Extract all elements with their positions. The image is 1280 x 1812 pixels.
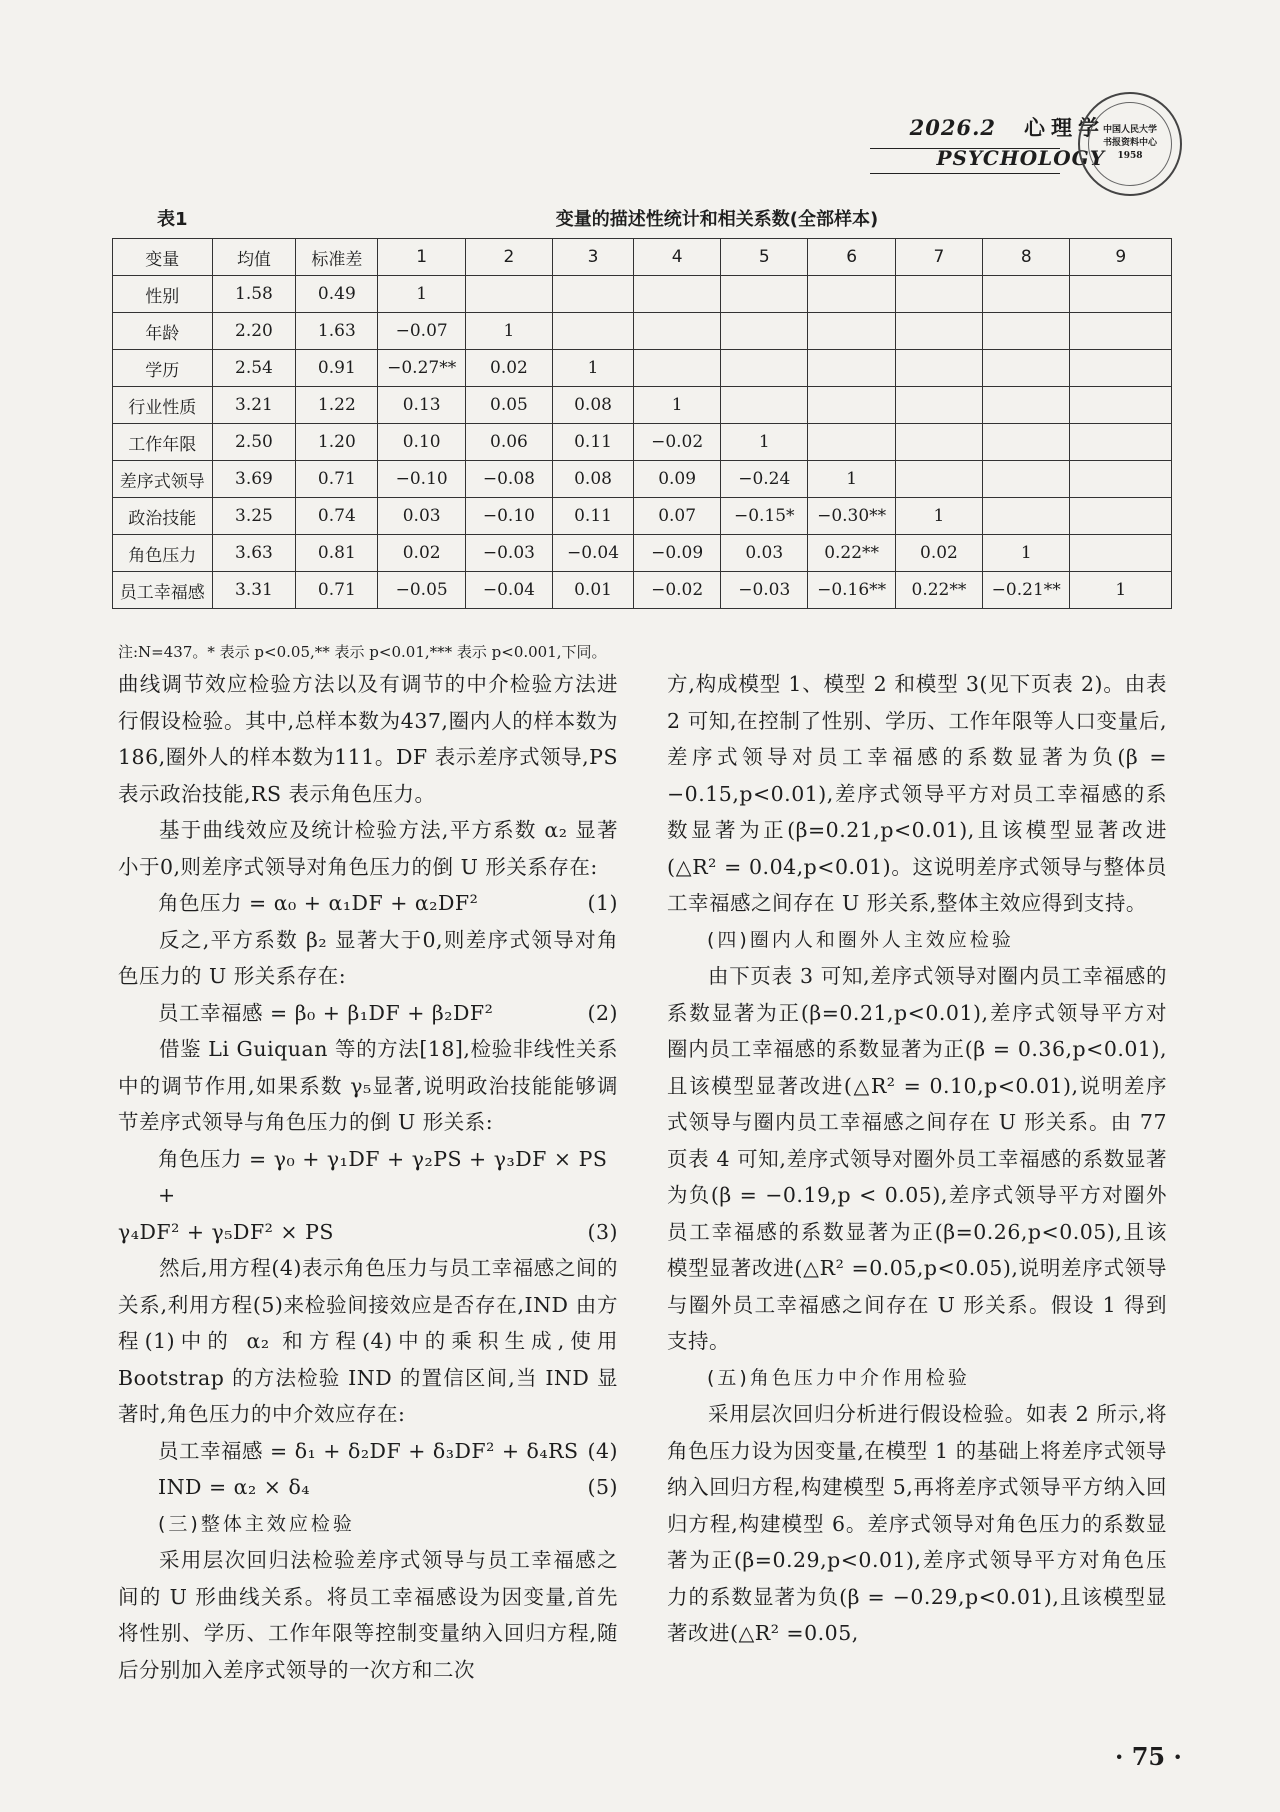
table-cell <box>808 387 896 424</box>
table-cell <box>808 424 896 461</box>
table-header-cell: 均值 <box>212 239 296 276</box>
table-cell <box>982 313 1070 350</box>
row-label-cell: 角色压力 <box>113 535 213 572</box>
table-cell: 3.69 <box>212 461 296 498</box>
table-header-cell: 2 <box>465 239 552 276</box>
table-cell: 0.81 <box>296 535 378 572</box>
table-cell: −0.04 <box>552 535 633 572</box>
table-cell: 0.08 <box>552 387 633 424</box>
table-cell <box>808 350 896 387</box>
table-cell: 1.58 <box>212 276 296 313</box>
table-cell: 0.05 <box>465 387 552 424</box>
table-cell: 0.02 <box>378 535 466 572</box>
table-cell: 3.63 <box>212 535 296 572</box>
table-row <box>113 498 1172 535</box>
table-cell <box>895 350 982 387</box>
table-cell <box>721 313 808 350</box>
equation <box>118 1141 618 1214</box>
table-cell: 1 <box>982 535 1070 572</box>
table-cell <box>1070 350 1172 387</box>
paragraph: 采用层次回归法检验差序式领导与员工幸福感之间的 U 形曲线关系。将员工幸福感设为因变量,首先将性别、学历、工作年限等控制变量纳入回归方程,随后分别加入差序式领导的一次方和二次 <box>118 1548 618 1682</box>
table-cell: 0.03 <box>378 498 466 535</box>
table-cell: 0.22** <box>895 572 982 609</box>
equation-body: 员工幸福感 = β₀ + β₁DF + β₂DF² <box>158 1000 494 1025</box>
table-cell: −0.03 <box>721 572 808 609</box>
left-text-column <box>118 666 618 1688</box>
table-cell: −0.09 <box>634 535 721 572</box>
table-cell <box>465 276 552 313</box>
table-cell: −0.07 <box>378 313 466 350</box>
table-cell: 0.08 <box>552 461 633 498</box>
seal-inner-text: 中国人民大学 书报资料中心 1958 <box>1102 125 1157 161</box>
table-cell: −0.10 <box>465 498 552 535</box>
table-cell: −0.21** <box>982 572 1070 609</box>
table-cell: 1 <box>465 313 552 350</box>
table-row <box>113 350 1172 387</box>
equation <box>118 1433 618 1470</box>
table-cell: 3.25 <box>212 498 296 535</box>
table-cell <box>982 461 1070 498</box>
table-header-cell: 3 <box>552 239 633 276</box>
issue-number: 2026.2 <box>909 115 996 140</box>
page-number: · 75 · <box>1115 1742 1182 1771</box>
table-cell: 0.10 <box>378 424 466 461</box>
table-cell: 1 <box>808 461 896 498</box>
table-cell: 1.20 <box>296 424 378 461</box>
table-cell <box>1070 387 1172 424</box>
table-row <box>113 424 1172 461</box>
table-cell: 0.01 <box>552 572 633 609</box>
table-header-cell: 8 <box>982 239 1070 276</box>
table-cell: 3.21 <box>212 387 296 424</box>
table-cell: 0.02 <box>895 535 982 572</box>
equation <box>118 885 618 922</box>
table-cell: 1 <box>1070 572 1172 609</box>
equation <box>118 995 618 1032</box>
equation <box>118 1469 618 1506</box>
paragraph: 由下页表 3 可知,差序式领导对圈内员工幸福感的系数显著为正(β=0.21,p<0.01),差序式领导平方对圈内员工幸福感的系数显著为正(β = 0.36,p<0.01),且该模型显著改进(△R² = 0.10,p<0.01),说明差序式领导与圈内员工幸福感之间存在 U 形关系。由 77 页表 4 可知,差序式领导对圈外员工幸福感的系数显著为负(β = −0.19,p < 0.05),差序式领导平方对圈外员工幸福感的系数显著为正(β=0.26,p<0.05),且该模型显著改进(△R² =0.05,p<0.05),说明差序式领导与圈外员工幸福感之间存在 U 形关系。假设 1 得到支持。 <box>667 964 1167 1353</box>
paragraph: 反之,平方系数 β₂ 显著大于0,则差序式领导对角色压力的 U 形关系存在: <box>118 927 618 988</box>
table-cell <box>1070 313 1172 350</box>
table-row <box>113 572 1172 609</box>
journal-title-en: PSYCHOLOGY <box>936 146 1105 170</box>
table-cell: −0.15* <box>721 498 808 535</box>
row-label-cell: 政治技能 <box>113 498 213 535</box>
table-cell: −0.02 <box>634 424 721 461</box>
equation-number: (3) <box>587 1219 618 1244</box>
table-row <box>113 276 1172 313</box>
table-cell <box>721 387 808 424</box>
table-cell: −0.16** <box>808 572 896 609</box>
table-number: 表1 <box>157 209 188 230</box>
table-cell: 1 <box>378 276 466 313</box>
table-cell: 0.49 <box>296 276 378 313</box>
row-label-cell: 行业性质 <box>113 387 213 424</box>
table-cell: 1.63 <box>296 313 378 350</box>
table-cell: −0.10 <box>378 461 466 498</box>
table-cell <box>634 350 721 387</box>
equation-number: (5) <box>587 1475 618 1499</box>
table-cell: 1 <box>634 387 721 424</box>
table-cell <box>1070 424 1172 461</box>
table-cell: 1 <box>895 498 982 535</box>
table-cell: −0.30** <box>808 498 896 535</box>
table-cell <box>1070 535 1172 572</box>
table-cell: 1.22 <box>296 387 378 424</box>
table-row <box>113 461 1172 498</box>
table-cell <box>982 387 1070 424</box>
row-label-cell: 年龄 <box>113 313 213 350</box>
table-header-cell: 6 <box>808 239 896 276</box>
table-cell: 0.91 <box>296 350 378 387</box>
equation-body: IND = α₂ × δ₄ <box>158 1475 311 1499</box>
table-cell: 1 <box>721 424 808 461</box>
equation <box>118 1214 618 1251</box>
table-row <box>113 313 1172 350</box>
row-label-cell: 性别 <box>113 276 213 313</box>
table-cell: 2.50 <box>212 424 296 461</box>
table-row <box>113 387 1172 424</box>
table-cell: 0.09 <box>634 461 721 498</box>
table-cell <box>721 350 808 387</box>
table-cell: 1 <box>552 350 633 387</box>
equation-number: (2) <box>587 1000 618 1025</box>
table-cell <box>634 313 721 350</box>
table-cell <box>552 276 633 313</box>
table-cell: 0.02 <box>465 350 552 387</box>
table-cell: −0.08 <box>465 461 552 498</box>
table-cell: −0.27** <box>378 350 466 387</box>
table-cell <box>1070 276 1172 313</box>
row-label-cell: 工作年限 <box>113 424 213 461</box>
table-cell: −0.24 <box>721 461 808 498</box>
table-cell: 0.71 <box>296 572 378 609</box>
table-cell: 0.07 <box>634 498 721 535</box>
table-cell <box>895 313 982 350</box>
section-heading: (三)整体主效应检验 <box>158 1512 355 1535</box>
table-cell <box>552 313 633 350</box>
table-header-cell: 标准差 <box>296 239 378 276</box>
table-cell: 0.74 <box>296 498 378 535</box>
table-header-cell: 1 <box>378 239 466 276</box>
table-cell: 0.03 <box>721 535 808 572</box>
paragraph: 基于曲线效应及统计检验方法,平方系数 α₂ 显著小于0,则差序式领导对角色压力的倒 U 形关系存在: <box>118 818 618 879</box>
paragraph: 方,构成模型 1、模型 2 和模型 3(见下页表 2)。由表 2 可知,在控制了性别、学历、工作年限等人口变量后,差序式领导对员工幸福感的系数显著为负(β = −0.15,p<0.01),差序式领导平方对员工幸福感的系数显著为正(β=0.21,p<0.01),且该模型显著改进(△R² = 0.04,p<0.01)。这说明差序式领导与整体员工幸福感之间存在 U 形关系,整体主效应得到支持。 <box>667 672 1167 915</box>
paragraph: 然后,用方程(4)表示角色压力与员工幸福感之间的关系,利用方程(5)来检验间接效应是否存在,IND 由方程(1)中的 α₂ 和方程(4)中的乘积生成,使用 Bootstrap 的方法检验 IND 的置信区间,当 IND 显著时,角色压力的中介效应存在: <box>118 1256 618 1426</box>
table-cell: −0.05 <box>378 572 466 609</box>
library-seal-stamp <box>1078 92 1182 196</box>
equation-body: 角色压力 = γ₀ + γ₁DF + γ₂PS + γ₃DF × PS + <box>158 1146 608 1207</box>
table-cell: −0.04 <box>465 572 552 609</box>
table-cell <box>634 276 721 313</box>
table-cell <box>982 424 1070 461</box>
table-cell: 0.11 <box>552 498 633 535</box>
section-heading: (四)圈内人和圈外人主效应检验 <box>707 928 1014 951</box>
row-label-cell: 员工幸福感 <box>113 572 213 609</box>
table-header-row <box>113 239 1172 276</box>
table-cell <box>895 461 982 498</box>
descriptive-statistics-table <box>112 238 1172 609</box>
equation-body: 员工幸福感 = δ₁ + δ₂DF + δ₃DF² + δ₄RS <box>158 1438 579 1463</box>
table-header-cell: 7 <box>895 239 982 276</box>
equation-body: 角色压力 = α₀ + α₁DF + α₂DF² <box>158 891 479 915</box>
table-cell: 0.13 <box>378 387 466 424</box>
row-label-cell: 学历 <box>113 350 213 387</box>
table-header-cell: 5 <box>721 239 808 276</box>
table-cell: 2.20 <box>212 313 296 350</box>
table-note: 注:N=437。* 表示 p<0.05,** 表示 p<0.01,*** 表示 p<0.001,下同。 <box>118 643 607 661</box>
header-rule <box>870 173 1060 174</box>
equation-number: (4) <box>587 1438 618 1463</box>
table-cell: −0.03 <box>465 535 552 572</box>
table-header-cell: 9 <box>1070 239 1172 276</box>
table-cell: 0.71 <box>296 461 378 498</box>
table-cell <box>895 276 982 313</box>
table-cell <box>982 350 1070 387</box>
table-cell: 0.11 <box>552 424 633 461</box>
paragraph: 曲线调节效应检验方法以及有调节的中介检验方法进行假设检验。其中,总样本数为437,圈内人的样本数为186,圈外人的样本数为111。DF 表示差序式领导,PS 表示政治技能,RS 表示角色压力。 <box>118 672 618 806</box>
equation-number: (1) <box>587 891 618 915</box>
table-cell: 3.31 <box>212 572 296 609</box>
equation-body: γ₄DF² + γ₅DF² × PS <box>118 1219 334 1244</box>
table-cell <box>1070 498 1172 535</box>
table-cell <box>808 313 896 350</box>
table-cell <box>982 276 1070 313</box>
table-cell <box>895 387 982 424</box>
table-cell <box>895 424 982 461</box>
table-cell: 0.06 <box>465 424 552 461</box>
table-cell <box>982 498 1070 535</box>
table-title: 变量的描述性统计和相关系数(全部样本) <box>555 209 879 230</box>
journal-title-cn: 心理学 <box>1024 115 1105 140</box>
running-header <box>910 112 1105 170</box>
table-header-cell: 变量 <box>113 239 213 276</box>
right-text-column <box>667 666 1167 1652</box>
table-cell: −0.02 <box>634 572 721 609</box>
table-cell <box>721 276 808 313</box>
row-label-cell: 差序式领导 <box>113 461 213 498</box>
paragraph: 采用层次回归分析进行假设检验。如表 2 所示,将角色压力设为因变量,在模型 1 的基础上将差序式领导纳入回归方程,构建模型 5,再将差序式领导平方纳入回归方程,构建模型 6。差序式领导对角色压力的系数显著为正(β=0.29,p<0.01),差序式领导平方对角色压力的系数显著为负(β = −0.29,p<0.01),且该模型显著改进(△R² =0.05, <box>667 1402 1167 1645</box>
table-cell <box>808 276 896 313</box>
table-row <box>113 535 1172 572</box>
table-cell: 2.54 <box>212 350 296 387</box>
table-cell: 0.22** <box>808 535 896 572</box>
section-heading: (五)角色压力中介作用检验 <box>707 1366 970 1389</box>
table-cell <box>1070 461 1172 498</box>
header-rule <box>870 148 1060 149</box>
table-header-cell: 4 <box>634 239 721 276</box>
paragraph: 借鉴 Li Guiquan 等的方法[18],检验非线性关系中的调节作用,如果系数 γ₅显著,说明政治技能能够调节差序式领导与角色压力的倒 U 形关系: <box>118 1037 618 1134</box>
